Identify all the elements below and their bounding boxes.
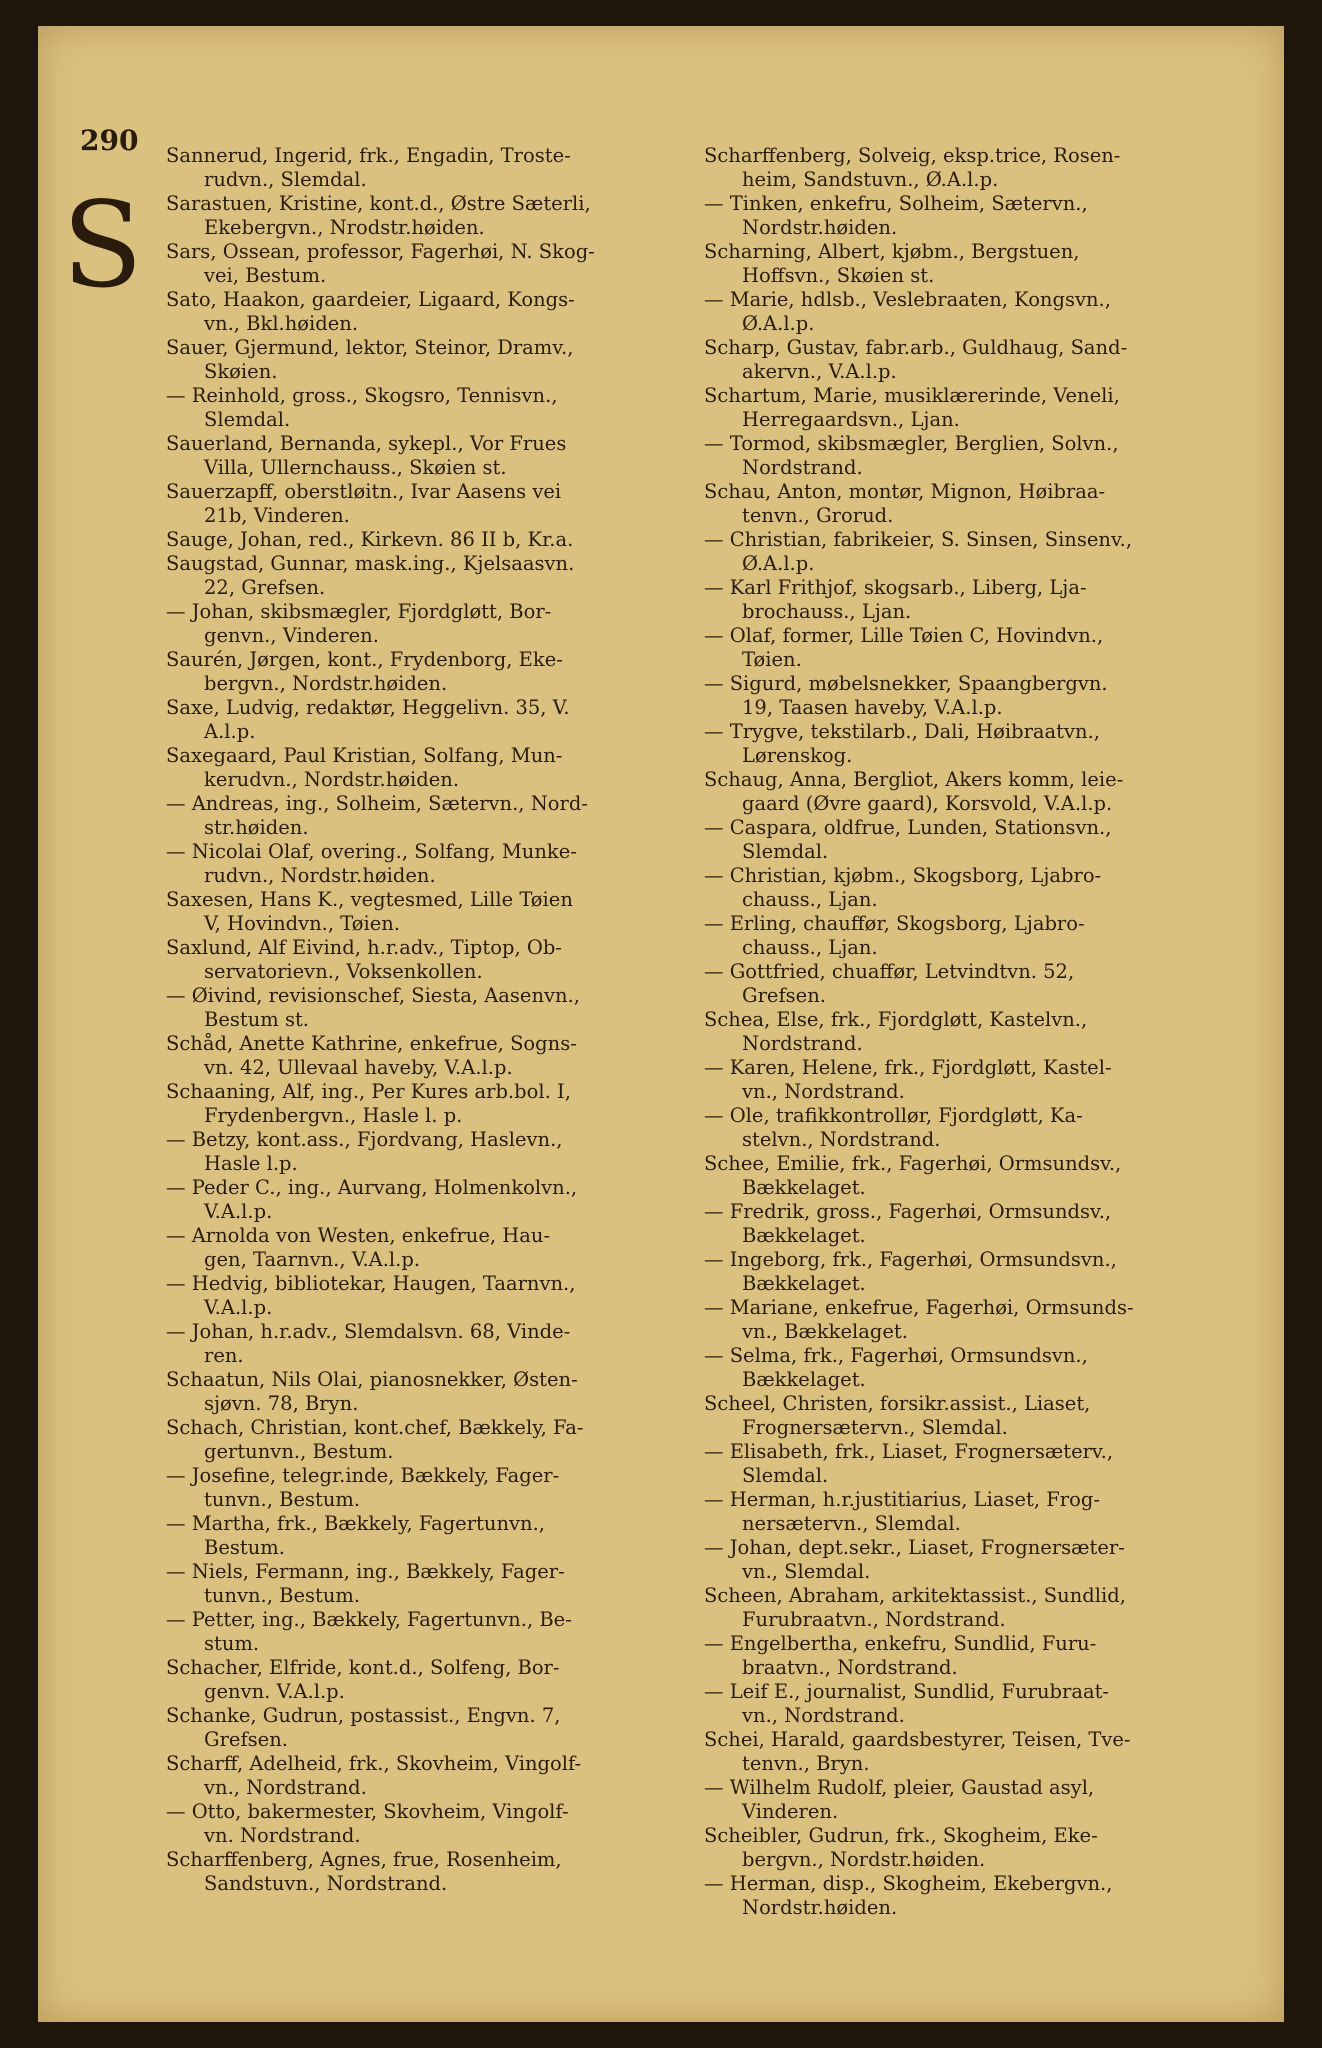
directory-entry: Schach, Christian, kont.chef, Bækkely, Fa- gertunvn., Bestum. (166, 1416, 584, 1463)
directory-entry: — Erling, chauffør, Skogsborg, Ljabro- chauss., Ljan. (704, 912, 1085, 959)
directory-entry: — Selma, frk., Fagerhøi, Ormsundsvn., Bækkelaget. (704, 1344, 1088, 1391)
directory-entry: — Leif E., journalist, Sundlid, Furubraat- vn., Nordstrand. (704, 1680, 1109, 1727)
directory-entry: Schåd, Anette Kathrine, enkefrue, Sogns- vn. 42, Ullevaal haveby, V.A.l.p. (166, 1032, 577, 1079)
page-number: 290 (80, 124, 139, 157)
directory-entry: Saurén, Jørgen, kont., Frydenborg, Eke- bergvn., Nordstr.høiden. (166, 648, 563, 695)
directory-page (38, 26, 1284, 2022)
directory-entry: — Martha, frk., Bækkely, Fagertunvn., Bestum. (166, 1512, 545, 1559)
directory-entry: — Josefine, telegr.inde, Bækkely, Fager- tunvn., Bestum. (166, 1464, 560, 1511)
directory-entry: Schei, Harald, gaardsbestyrer, Teisen, Tve- tenvn., Bryn. (704, 1728, 1131, 1775)
directory-entry: — Nicolai Olaf, overing., Solfang, Munke- rudvn., Nordstr.høiden. (166, 840, 577, 887)
directory-entry: — Ingeborg, frk., Fagerhøi, Ormsundsvn., Bækkelaget. (704, 1248, 1117, 1295)
directory-entry: — Petter, ing., Bækkely, Fagertunvn., Be- stum. (166, 1608, 572, 1655)
directory-entry: — Andreas, ing., Solheim, Sætervn., Nord- str.høiden. (166, 792, 588, 839)
directory-entry: — Karl Frithjof, skogsarb., Liberg, Lja- brochauss., Ljan. (704, 576, 1087, 623)
directory-entry: — Wilhelm Rudolf, pleier, Gaustad asyl, Vinderen. (704, 1776, 1095, 1823)
directory-entry: — Niels, Fermann, ing., Bækkely, Fager- tunvn., Bestum. (166, 1560, 565, 1607)
directory-entry: Schee, Emilie, frk., Fagerhøi, Ormsundsv., Bækkelaget. (704, 1152, 1122, 1199)
directory-entry: — Karen, Helene, frk., Fjordgløtt, Kastel- vn., Nordstrand. (704, 1056, 1112, 1103)
directory-entry: Scharff, Adelheid, frk., Skovheim, Vingolf- vn., Nordstrand. (166, 1752, 582, 1799)
directory-entry: — Elisabeth, frk., Liaset, Frognersæterv., Slemdal. (704, 1440, 1114, 1487)
directory-entry: — Johan, dept.sekr., Liaset, Frognersæter- vn., Slemdal. (704, 1536, 1125, 1583)
directory-entry: Schanke, Gudrun, postassist., Engvn. 7, Grefsen. (166, 1704, 561, 1751)
directory-entry: — Engelbertha, enkefru, Sundlid, Furu- braatvn., Nordstrand. (704, 1632, 1097, 1679)
left-column (166, 144, 726, 1896)
directory-entry: Saxegaard, Paul Kristian, Solfang, Mun- kerudvn., Nordstr.høiden. (166, 744, 563, 791)
directory-entry: — Peder C., ing., Aurvang, Holmenkolvn., V.A.l.p. (166, 1176, 578, 1223)
directory-entry: — Trygve, tekstilarb., Dali, Høibraatvn., Lørenskog. (704, 720, 1100, 767)
directory-entry: Sannerud, Ingerid, frk., Engadin, Troste- rudvn., Slemdal. (166, 144, 571, 191)
directory-entry: Schea, Else, frk., Fjordgløtt, Kastelvn., Nordstrand. (704, 1008, 1088, 1055)
directory-entry: Scharffenberg, Agnes, frue, Rosenheim, Sandstuvn., Nordstrand. (166, 1848, 562, 1895)
directory-entry: Scheen, Abraham, arkitektassist., Sundlid, Furubraatvn., Nordstrand. (704, 1584, 1126, 1631)
directory-entry: — Tormod, skibsmægler, Berglien, Solvn., Nordstrand. (704, 432, 1119, 479)
directory-entry: — Christian, fabrikeier, S. Sinsen, Sinsenv., Ø.A.l.p. (704, 528, 1133, 575)
directory-entry: Schau, Anton, montør, Mignon, Høibraa- tenvn., Grorud. (704, 480, 1106, 527)
directory-entry: Saxe, Ludvig, redaktør, Heggelivn. 35, V. A.l.p. (166, 696, 570, 743)
directory-entry: — Christian, kjøbm., Skogsborg, Ljabro- chauss., Ljan. (704, 864, 1102, 911)
directory-entry: Scheibler, Gudrun, frk., Skogheim, Eke- bergvn., Nordstr.høiden. (704, 1824, 1098, 1871)
directory-entry: Scharffenberg, Solveig, eksp.trice, Rosen- heim, Sandstuvn., Ø.A.l.p. (704, 144, 1121, 191)
directory-entry: — Betzy, kont.ass., Fjordvang, Haslevn., Hasle l.p. (166, 1128, 563, 1175)
directory-entry: — Herman, disp., Skogheim, Ekebergvn., Nordstr.høiden. (704, 1872, 1113, 1919)
directory-entry: — Fredrik, gross., Fagerhøi, Ormsundsv., Bækkelaget. (704, 1200, 1112, 1247)
directory-entry: — Herman, h.r.justitiarius, Liaset, Frog- nersætervn., Slemdal. (704, 1488, 1100, 1535)
directory-entry: Schaaning, Alf, ing., Per Kures arb.bol. I, Frydenbergvn., Hasle l. p. (166, 1080, 571, 1127)
directory-entry: Sars, Ossean, professor, Fagerhøi, N. Skog- vei, Bestum. (166, 240, 595, 287)
directory-entry: — Sigurd, møbelsnekker, Spaangbergvn. 19, Taasen haveby, V.A.l.p. (704, 672, 1108, 719)
directory-entry: — Marie, hdlsb., Veslebraaten, Kongsvn., Ø.A.l.p. (704, 288, 1111, 335)
directory-entry: Saxlund, Alf Eivind, h.r.adv., Tiptop, Ob- servatorievn., Voksenkollen. (166, 936, 562, 983)
section-letter: S (62, 176, 143, 314)
directory-entry: — Tinken, enkefru, Solheim, Sætervn., Nordstr.høiden. (704, 192, 1088, 239)
directory-entry: Saugstad, Gunnar, mask.ing., Kjelsaasvn. 22, Grefsen. (166, 552, 575, 599)
directory-entry: Saxesen, Hans K., vegtesmed, Lille Tøien V, Hovindvn., Tøien. (166, 888, 573, 935)
directory-entry: — Olaf, former, Lille Tøien C, Hovindvn., Tøien. (704, 624, 1104, 671)
directory-entry: — Caspara, oldfrue, Lunden, Stationsvn., Slemdal. (704, 816, 1112, 863)
right-column (704, 144, 1264, 1920)
directory-entry: Scharning, Albert, kjøbm., Bergstuen, Hoffsvn., Skøien st. (704, 240, 1080, 287)
directory-entry: — Øivind, revisionschef, Siesta, Aasenvn., Bestum st. (166, 984, 581, 1031)
directory-entry: — Reinhold, gross., Skogsro, Tennisvn., Slemdal. (166, 384, 558, 431)
directory-entry: Sato, Haakon, gaardeier, Ligaard, Kongs- vn., Bkl.høiden. (166, 288, 575, 335)
directory-entry: Schacher, Elfride, kont.d., Solfeng, Bor- genvn. V.A.l.p. (166, 1656, 560, 1703)
directory-entry: Schartum, Marie, musiklærerinde, Veneli, Herregaardsvn., Ljan. (704, 384, 1120, 431)
directory-entry: — Arnolda von Westen, enkefrue, Hau- gen, Taarnvn., V.A.l.p. (166, 1224, 551, 1271)
directory-entry: — Ole, trafikkontrollør, Fjordgløtt, Ka- stelvn., Nordstrand. (704, 1104, 1083, 1151)
directory-entry: Sarastuen, Kristine, kont.d., Østre Sæterli, Ekebergvn., Nrodstr.høiden. (166, 192, 591, 239)
directory-entry: — Otto, bakermester, Skovheim, Vingolf- vn. Nordstrand. (166, 1800, 569, 1847)
directory-entry: Scheel, Christen, forsikr.assist., Liaset, Frognersætervn., Slemdal. (704, 1392, 1091, 1439)
directory-entry: Scharp, Gustav, fabr.arb., Guldhaug, Sand- akervn., V.A.l.p. (704, 336, 1128, 383)
directory-entry: Sauge, Johan, red., Kirkevn. 86 II b, Kr.a. (166, 528, 574, 551)
directory-entry: Sauerzapff, oberstløitn., Ivar Aasens vei 21b, Vinderen. (166, 480, 562, 527)
directory-entry: Schaug, Anna, Bergliot, Akers komm, leie- gaard (Øvre gaard), Korsvold, V.A.l.p. (704, 768, 1124, 815)
directory-entry: Schaatun, Nils Olai, pianosnekker, Østen- sjøvn. 78, Bryn. (166, 1368, 578, 1415)
directory-entry: Sauer, Gjermund, lektor, Steinor, Dramv., Skøien. (166, 336, 574, 383)
directory-entry: — Mariane, enkefrue, Fagerhøi, Ormsunds- vn., Bækkelaget. (704, 1296, 1134, 1343)
directory-entry: — Gottfried, chuaffør, Letvindtvn. 52, Grefsen. (704, 960, 1075, 1007)
directory-entry: — Hedvig, bibliotekar, Haugen, Taarnvn., V.A.l.p. (166, 1272, 576, 1319)
directory-entry: — Johan, skibsmægler, Fjordgløtt, Bor- genvn., Vinderen. (166, 600, 552, 647)
directory-entry: Sauerland, Bernanda, sykepl., Vor Frues Villa, Ullernchauss., Skøien st. (166, 432, 567, 479)
directory-entry: — Johan, h.r.adv., Slemdalsvn. 68, Vinde- ren. (166, 1320, 571, 1367)
